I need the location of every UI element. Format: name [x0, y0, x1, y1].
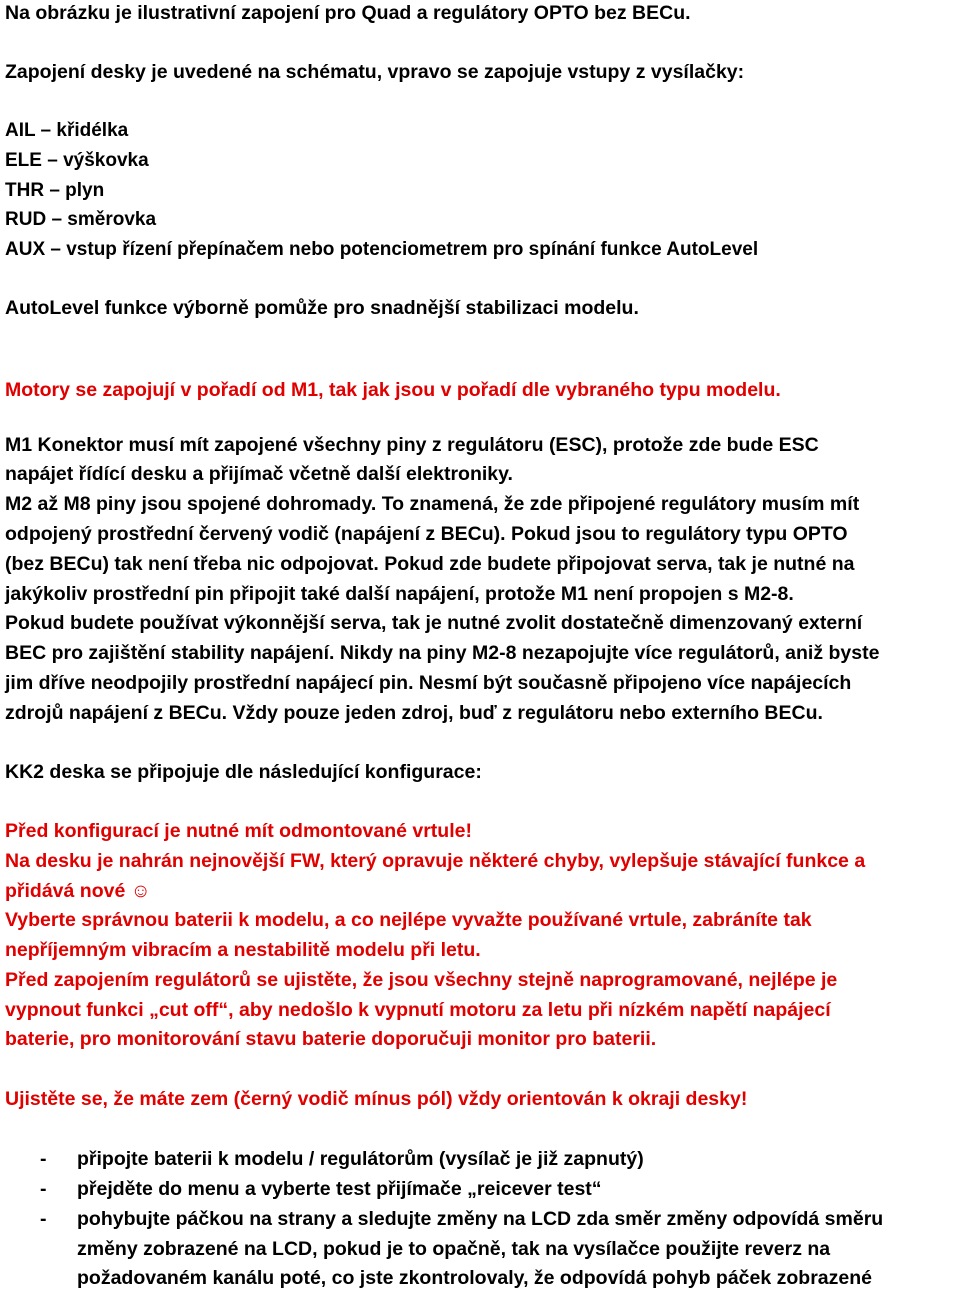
- intro-line-2: Zapojení desky je uvedené na schématu, vpravo se zapojuje vstupy z vysílačky:: [5, 61, 745, 83]
- paragraph-line: BEC pro zajištění stability napájení. Nikdy na piny M2-8 nezapojujte více regulátorů, aniž byste: [5, 642, 880, 664]
- step-item: pohybujte páčkou na strany a sledujte změny na LCD zda směr změny odpovídá směru: [77, 1208, 884, 1230]
- input-ail: AIL – křidélka: [5, 120, 129, 141]
- ground-note: Ujistěte se, že máte zem (černý vodič mínus pól) vždy orientován k okraji desky!: [5, 1088, 748, 1110]
- paragraph-line: Pokud budete používat výkonnější serva, tak je nutné zvolit dostatečně dimenzovaný externí: [5, 612, 863, 634]
- kk2-heading: KK2 deska se připojuje dle následující konfigurace:: [5, 761, 482, 783]
- input-thr: THR – plyn: [5, 180, 105, 201]
- warning-line: Před zapojením regulátorů se ujistěte, že jsou všechny stejně naprogramované, nejlépe je: [5, 969, 838, 991]
- paragraph-line: napájet řídící desku a přijímač včetně další elektroniky.: [5, 463, 513, 485]
- input-ele: ELE – výškovka: [5, 150, 149, 171]
- step-item-continuation: požadovaném kanálu poté, co jste zkontrolovaly, že odpovídá pohyb páček zobrazené: [77, 1267, 872, 1289]
- paragraph-line: jim dříve neodpojily prostřední napájecí pin. Nesmí být současně připojeno více napájecích: [5, 672, 852, 694]
- paragraph-line: (bez BECu) tak není třeba nic odpojovat. Pokud zde budete připojovat serva, tak je nutné na: [5, 553, 855, 575]
- warning-line: Na desku je nahrán nejnovější FW, který opravuje některé chyby, vylepšuje stávající funkce a: [5, 850, 866, 872]
- warning-line: přidává nové ☺: [5, 880, 151, 902]
- warning-line: baterie, pro monitorování stavu baterie doporučuji monitor pro baterii.: [5, 1028, 657, 1050]
- intro-line-1: Na obrázku je ilustrativní zapojení pro Quad a regulátory OPTO bez BECu.: [5, 2, 691, 24]
- step-item: připojte baterii k modelu / regulátorům (vysílač je již zapnutý): [77, 1148, 644, 1170]
- warning-line: Před konfigurací je nutné mít odmontované vrtule!: [5, 820, 472, 842]
- paragraph-line: jakýkoliv prostřední pin připojit také další napájení, protože M1 není propojen s M2-8.: [5, 583, 794, 605]
- input-aux: AUX – vstup řízení přepínačem nebo potenciometrem pro spínání funkce AutoLevel: [5, 239, 759, 260]
- bullet-marker: -: [40, 1148, 47, 1170]
- input-rud: RUD – směrovka: [5, 209, 157, 230]
- paragraph-line: M2 až M8 piny jsou spojené dohromady. To znamená, že zde připojené regulátory musím mít: [5, 493, 860, 515]
- paragraph-line: zdrojů napájení z BECu. Vždy pouze jeden zdroj, buď z regulátoru nebo externího BECu.: [5, 702, 823, 724]
- bullet-marker: -: [40, 1178, 47, 1200]
- motors-note: Motory se zapojují v pořadí od M1, tak jak jsou v pořadí dle vybraného typu modelu.: [5, 379, 781, 401]
- paragraph-line: M1 Konektor musí mít zapojené všechny piny z regulátoru (ESC), protože zde bude ESC: [5, 434, 819, 456]
- autolevel-note: AutoLevel funkce výborně pomůže pro snadnější stabilizaci modelu.: [5, 297, 639, 319]
- step-item: přejděte do menu a vyberte test přijímače „reicever test“: [77, 1178, 602, 1200]
- step-item-continuation: změny zobrazené na LCD, pokud je to opačně, tak na vysílačce použijte reverz na: [77, 1238, 831, 1260]
- bullet-marker: -: [40, 1208, 47, 1230]
- warning-line: Vyberte správnou baterii k modelu, a co nejlépe vyvažte používané vrtule, zabráníte tak: [5, 909, 812, 931]
- warning-line: vypnout funkci „cut off“, aby nedošlo k vypnutí motoru za letu při nízkém napětí napájecí: [5, 999, 831, 1021]
- warning-line: nepříjemným vibracím a nestabilitě modelu při letu.: [5, 939, 481, 961]
- paragraph-line: odpojený prostřední červený vodič (napájení z BECu). Pokud jsou to regulátory typu OPTO: [5, 523, 848, 545]
